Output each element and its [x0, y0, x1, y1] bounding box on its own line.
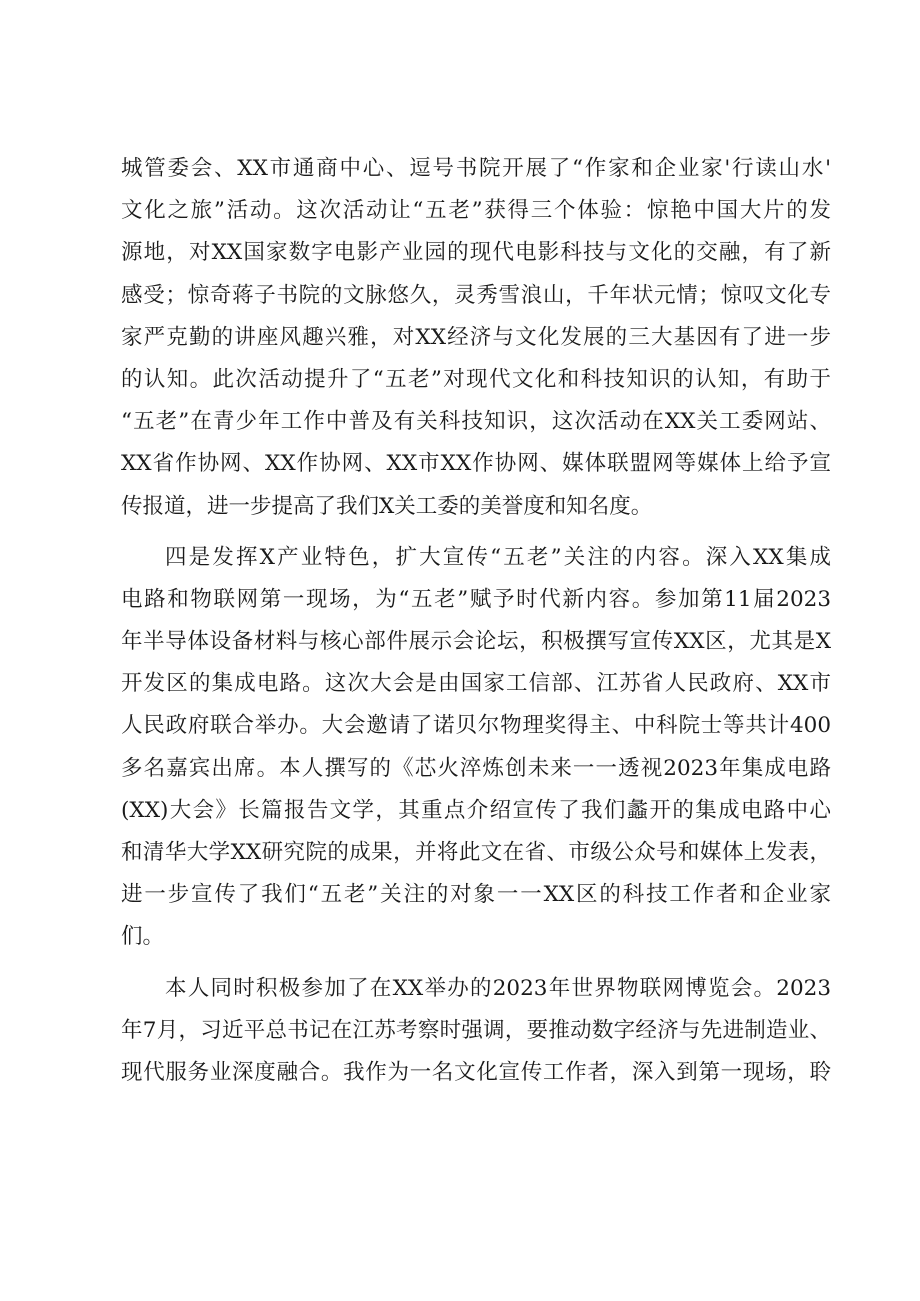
text-line: 传报道，进一步提高了我们X关工委的美誉度和知名度。	[121, 493, 653, 519]
text-line: 本人同时积极参加了在XX举办的2023年世界物联网博览会。2023	[165, 975, 831, 1001]
text-line: 和清华大学XX研究院的成果，并将此文在省、市级公众号和媒体上发表，	[121, 840, 831, 865]
text-line: 电路和物联网第一现场，为“五老”赋予时代新内容。参加第11届2023	[121, 586, 831, 612]
paragraph-activity-report	[121, 148, 831, 528]
text-line: 进一步宣传了我们“五老”关注的对象一一XX区的科技工作者和企业家	[121, 882, 831, 908]
paragraph-industry-features	[121, 537, 831, 959]
text-line: 多名嘉宾出席。本人撰写的《芯火淬炼创未来一一透视2023年集成电路	[121, 755, 831, 781]
text-line: (XX)大会》长篇报告文学，其重点介绍宣传了我们蠡开的集成电路中心	[121, 797, 831, 823]
text-line: 感受；惊奇蒋子书院的文脉悠久，灵秀雪浪山，千年状元情；惊叹文化专	[121, 282, 831, 308]
text-line: 城管委会、XX市通商中心、逗号书院开展了“作家和企业家'行读山水'	[121, 156, 831, 181]
text-line: 现代服务业深度融合。我作为一名文化宣传工作者，深入到第一现场，聆	[121, 1059, 831, 1085]
text-line: XX省作协网、XX作协网、XX市XX作协网、媒体联盟网等媒体上给予宣	[121, 451, 831, 477]
text-line: “五老”在青少年工作中普及有关科技知识，这次活动在XX关工委网站、	[121, 409, 831, 435]
text-line: 家严克勤的讲座风趣兴雅，对XX经济与文化发展的三大基因有了进一步	[121, 324, 831, 350]
paragraph-iot-expo	[121, 968, 831, 1095]
paragraph-spacing	[121, 528, 831, 537]
text-line: 开发区的集成电路。这次大会是由国家工信部、江苏省人民政府、XX市	[121, 671, 831, 697]
text-line: 四是发挥X产业特色，扩大宣传“五老”关注的内容。深入XX集成	[165, 544, 831, 570]
text-line: 们。	[121, 924, 165, 950]
text-line: 文化之旅”活动。这次活动让“五老”获得三个体验：惊艳中国大片的发	[121, 198, 831, 224]
text-line: 的认知。此次活动提升了“五老”对现代文化和科技知识的认知，有助于	[121, 366, 831, 392]
text-line: 源地，对XX国家数字电影产业园的现代电影科技与文化的交融，有了新	[121, 240, 831, 266]
text-line: 年7月，习近平总书记在江苏考察时强调，要推动数字经济与先进制造业、	[121, 1017, 831, 1043]
paragraph-spacing	[121, 959, 831, 968]
text-line: 年半导体设备材料与核心部件展示会论坛，积极撰写宣传XX区，尤其是X	[121, 629, 831, 655]
document-body	[121, 148, 831, 1094]
text-line: 人民政府联合举办。大会邀请了诺贝尔物理奖得主、中科院士等共计400	[121, 713, 831, 739]
